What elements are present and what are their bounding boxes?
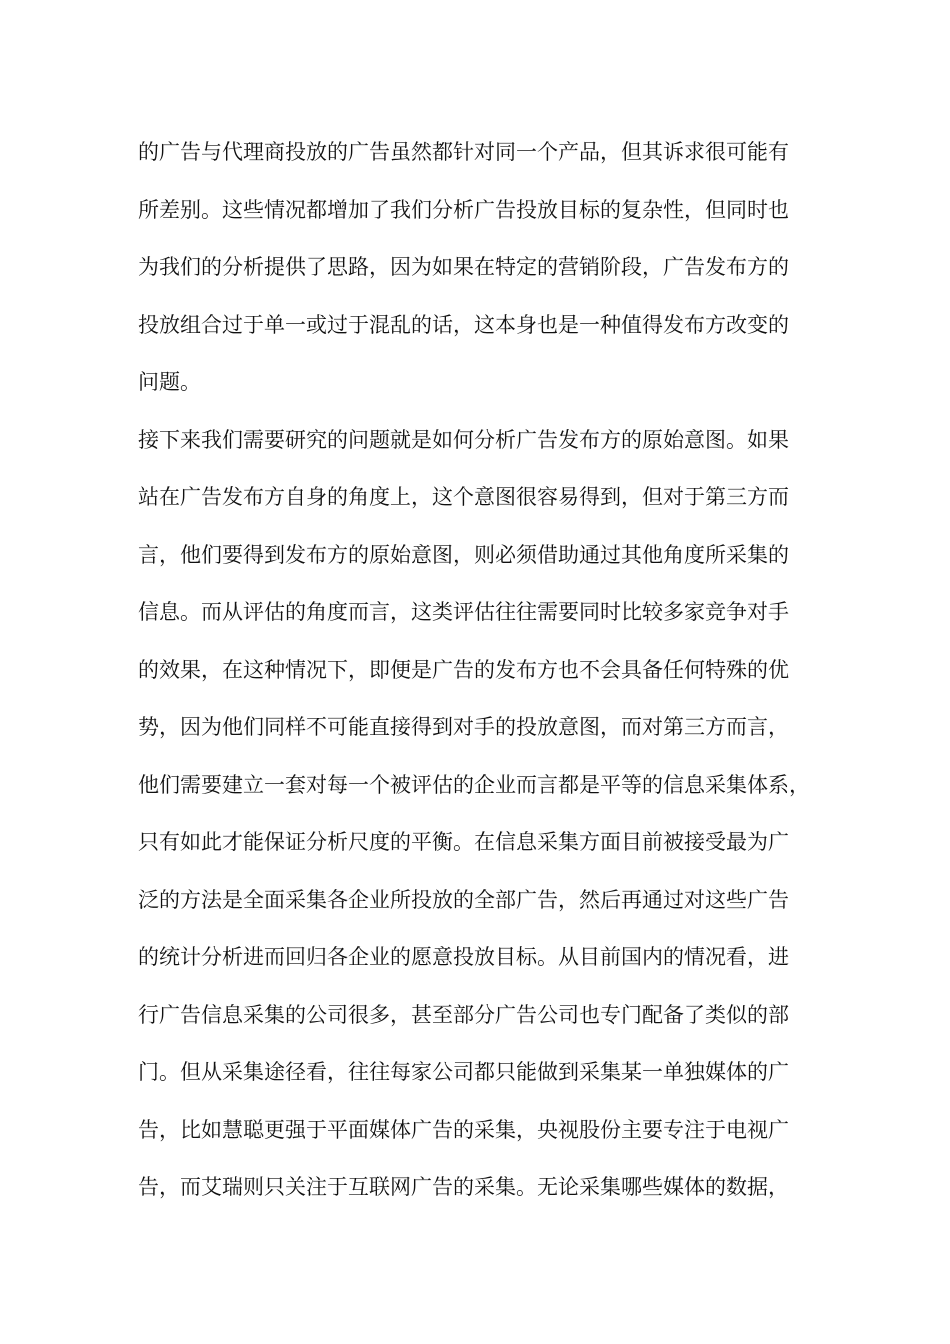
text-line: 投放组合过于单一或过于混乱的话，这本身也是一种值得发布方改变的 — [138, 312, 789, 337]
text-line: 为我们的分析提供了思路，因为如果在特定的营销阶段，广告发布方的 — [138, 255, 789, 279]
text-line: 信息。而从评估的角度而言，这类评估往往需要同时比较多家竞争对手 — [138, 600, 789, 624]
text-line: 告，而艾瑞则只关注于互联网广告的采集。无论采集哪些媒体的数据， — [138, 1175, 789, 1199]
text-line: 言，他们要得到发布方的原始意图，则必须借助通过其他角度所采集的 — [138, 542, 789, 567]
text-line: 门。但从采集途径看，往往每家公司都只能做到采集某一单独媒体的广 — [138, 1060, 789, 1084]
text-line: 行广告信息采集的公司很多，甚至部分广告公司也专门配备了类似的部 — [138, 1002, 789, 1027]
text-line: 所差别。这些情况都增加了我们分析广告投放目标的复杂性，但同时也 — [138, 197, 789, 222]
text-line: 的统计分析进而回归各企业的愿意投放目标。从目前国内的情况看，进 — [138, 945, 789, 969]
text-line: 的广告与代理商投放的广告虽然都针对同一个产品，但其诉求很可能有 — [138, 140, 789, 164]
text-line: 站在广告发布方自身的角度上，这个意图很容易得到，但对于第三方而 — [138, 485, 789, 509]
text-line: 接下来我们需要研究的问题就是如何分析广告发布方的原始意图。如果 — [138, 427, 789, 452]
body-text — [138, 124, 810, 1217]
text-line: 的效果，在这种情况下，即便是广告的发布方也不会具备任何特殊的优 — [138, 657, 789, 682]
text-line: 只有如此才能保证分析尺度的平衡。在信息采集方面目前被接受最为广 — [138, 830, 789, 854]
text-line: 势，因为他们同样不可能直接得到对手的投放意图，而对第三方而言， — [138, 715, 789, 739]
text-line: 他们需要建立一套对每一个被评估的企业而言都是平等的信息采集体系， — [138, 772, 810, 797]
text-line: 告，比如慧聪更强于平面媒体广告的采集，央视股份主要专注于电视广 — [138, 1117, 789, 1142]
text-line: 问题。 — [138, 370, 201, 394]
text-line: 泛的方法是全面采集各企业所投放的全部广告，然后再通过对这些广告 — [138, 887, 789, 912]
